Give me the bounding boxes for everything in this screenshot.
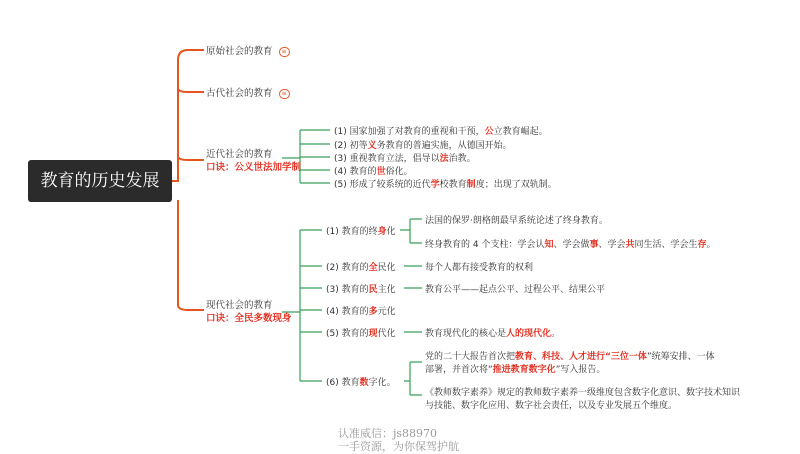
detail-universal: 每个人都有接受教育的权利	[425, 263, 534, 273]
detail-lifelong-pillars: 终身教育的 4 个支柱：学会认知、学会做事、学会共同生活、学会生存。	[425, 240, 716, 250]
early-modern-item: (5) 形成了较系统的近代学校教育制度；出现了双轨制。	[334, 180, 557, 190]
branch-ancient	[206, 85, 290, 99]
early-modern-item: (3) 重视教育立法，倡导以法治教。	[334, 154, 476, 164]
modern-item: (1) 教育的终身化	[326, 227, 396, 237]
detail-digital-literacy: 《教师数字素养》规定的教师数字素养一级维度包含数字化意识、数字技术知识	[425, 388, 741, 398]
modern-mnemonic: 口诀：全民多数现身	[206, 313, 292, 324]
branch-primitive	[206, 43, 290, 57]
branch-primitive-label: 原始社会的教育	[206, 46, 273, 57]
detail-digital-literacy-cont: 与技能、数字化应用、数字社会责任，以及专业发展五个维度。	[425, 401, 678, 411]
branch-modern-label: 现代社会的教育	[206, 300, 273, 311]
early-modern-item: (4) 教育的世俗化。	[334, 167, 413, 177]
early-modern-item: (2) 初等义务教育的普遍实施，从德国开始。	[334, 141, 512, 151]
detail-democratic: 教育公平——起点公平、过程公平、结果公平	[425, 285, 606, 295]
branch-ancient-label: 古代社会的教育	[206, 88, 273, 99]
detail-lifelong-origin: 法国的保罗·朗格朗最早系统论述了终身教育。	[425, 216, 608, 226]
early-modern-mnemonic: 口诀：公义世法加学制	[206, 162, 302, 173]
note-icon[interactable]: ≡	[279, 89, 290, 99]
modern-item: (2) 教育的全民化	[326, 263, 396, 273]
detail-digital-report: 党的二十大报告首次把教育、科技、人才进行“三位一体”统筹安排、一体	[425, 352, 715, 362]
root-node: 教育的历史发展	[28, 160, 172, 202]
modern-item: (3) 教育的民主化	[326, 285, 396, 295]
modern-item: (4) 教育的多元化	[326, 307, 396, 317]
note-icon[interactable]: ≡	[279, 47, 290, 57]
modern-item: (6) 教育数字化。	[326, 378, 396, 388]
detail-digital-report-cont: 部署，并首次将“推进教育数字化”写入报告。	[425, 365, 606, 375]
watermark-line2: 一手资源，为你保驾护航	[338, 440, 459, 453]
detail-modernization: 教育现代化的核心是人的现代化。	[425, 329, 561, 339]
branch-early-modern-label: 近代社会的教育	[206, 149, 273, 160]
early-modern-item: (1) 国家加强了对教育的重视和干预，公立教育崛起。	[334, 127, 548, 137]
modern-item: (5) 教育的现代化	[326, 329, 396, 339]
watermark-line1: 认准威信：js88970	[338, 427, 438, 440]
